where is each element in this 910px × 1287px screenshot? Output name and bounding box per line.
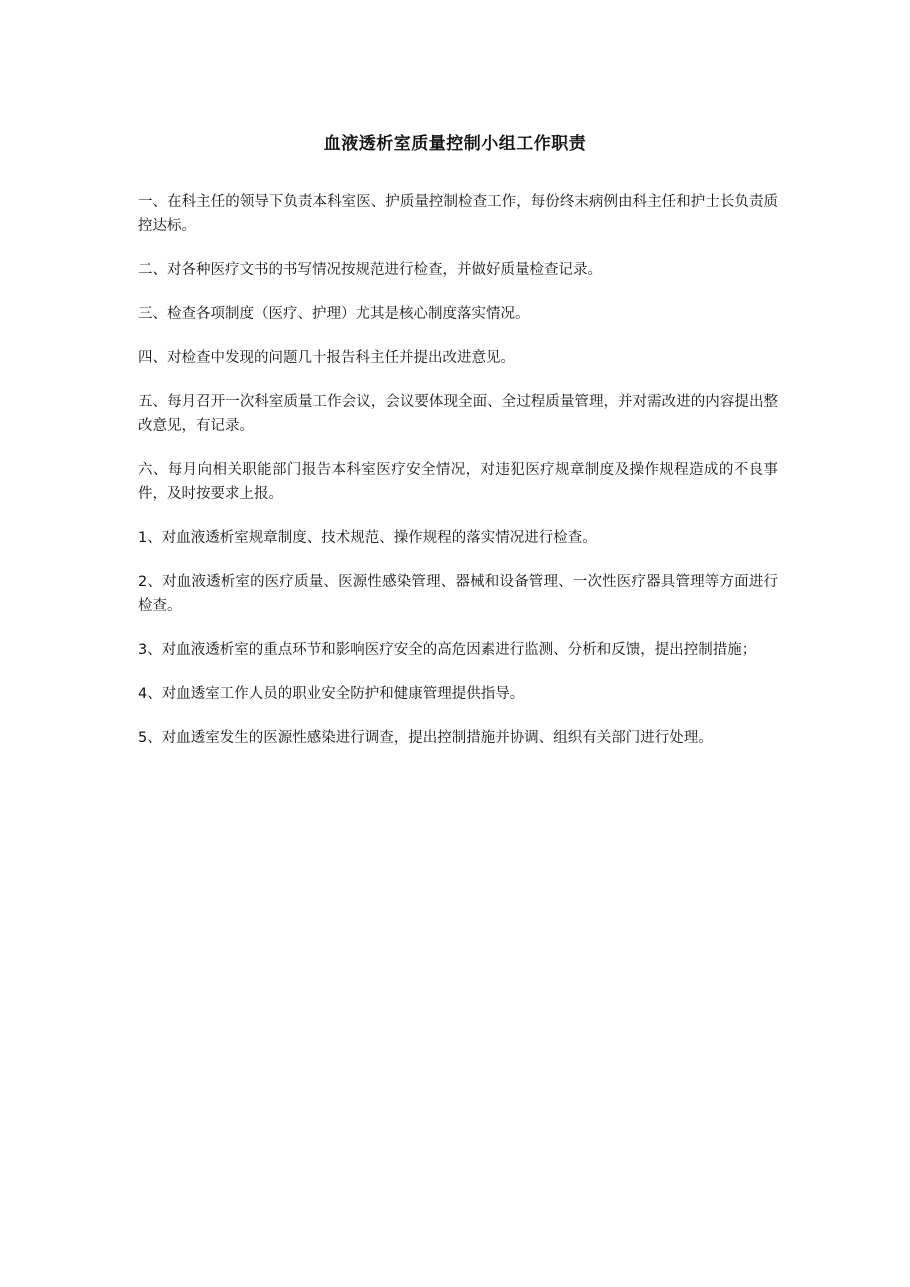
paragraph-item-4: 4、对血透室工作人员的职业安全防护和健康管理提供指导。 xyxy=(138,686,525,702)
paragraph-duty-3: 三、检查各项制度（医疗、护理）尤其是核心制度落实情况。 xyxy=(138,306,530,322)
paragraph-item-1: 1、对血液透析室规章制度、技术规范、操作规程的落实情况进行检查。 xyxy=(138,530,597,546)
paragraph-duty-2: 二、对各种医疗文书的书写情况按规范进行检查，并做好质量检查记录。 xyxy=(138,262,602,278)
paragraph-duty-4: 四、对检查中发现的问题几十报告科主任并提出改进意见。 xyxy=(138,350,515,366)
paragraph-duty-5: 五、每月召开一次科室质量工作会议，会议要体现全面、全过程质量管理，并对需改进的内容提出整改意见，有记录。 xyxy=(138,394,778,434)
document-title: 血液透析室质量控制小组工作职责 xyxy=(323,134,587,154)
document-body xyxy=(138,190,778,770)
paragraph-item-5: 5、对血透室发生的医源性感染进行调查，提出控制措施并协调、组织有关部门进行处理。 xyxy=(138,730,713,746)
paragraph-item-3: 3、对血液透析室的重点环节和影响医疗安全的高危因素进行监测、分析和反馈，提出控制措施； xyxy=(138,642,757,658)
paragraph-duty-1: 一、在科主任的领导下负责本科室医、护质量控制检查工作，每份终末病例由科主任和护士长负责质控达标。 xyxy=(138,194,778,234)
paragraph-item-2: 2、对血液透析室的医疗质量、医源性感染管理、器械和设备管理、一次性医疗器具管理等方面进行检查。 xyxy=(138,574,778,614)
paragraph-duty-6: 六、每月向相关职能部门报告本科室医疗安全情况，对违犯医疗规章制度及操作规程造成的不良事件，及时按要求上报。 xyxy=(138,462,778,502)
